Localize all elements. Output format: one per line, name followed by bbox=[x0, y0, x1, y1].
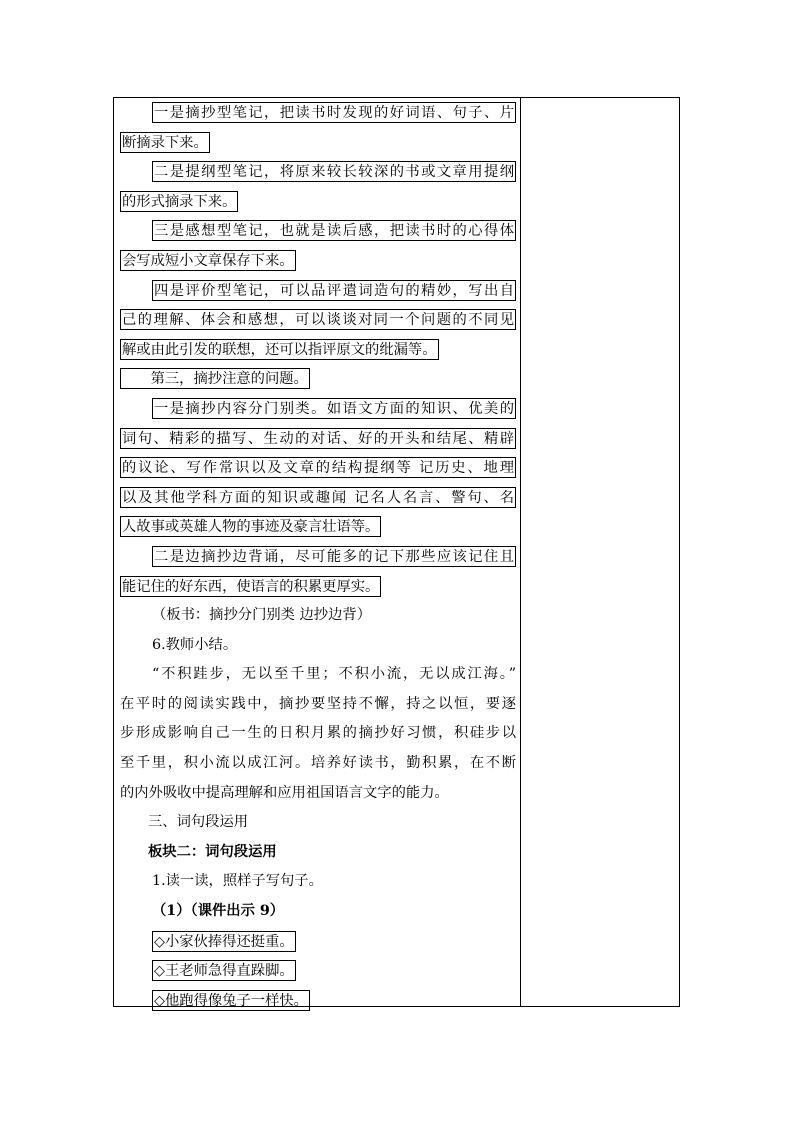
text-line bbox=[120, 512, 516, 542]
boxed-text: 四是评价型笔记，可以品评遣词造句的精妙，写出自 bbox=[152, 280, 516, 301]
boxed-text: 第三，摘抄注意的问题。 bbox=[120, 368, 310, 389]
boxed-text: 词句、精彩的描写、生动的对话、好的开头和结尾、精辟 bbox=[120, 428, 516, 449]
text-line bbox=[120, 246, 516, 276]
text-content: （1）（课件出示 9） bbox=[152, 903, 285, 920]
text-line bbox=[120, 364, 516, 394]
text-content: 至千里，积小流以成江河。培养好读书，勤积累，在不断 bbox=[120, 755, 516, 772]
text-line bbox=[120, 867, 516, 897]
text-line bbox=[120, 927, 516, 957]
text-line bbox=[120, 335, 516, 365]
text-line bbox=[120, 572, 516, 602]
text-content: 6.教师小结。 bbox=[152, 636, 238, 653]
lesson-table bbox=[113, 97, 680, 1007]
notes-column-cell bbox=[521, 98, 679, 1006]
text-line bbox=[120, 601, 516, 631]
boxed-text: 三是感想型笔记，也就是读后感，把读书时的心得体 bbox=[152, 220, 516, 241]
text-line bbox=[120, 128, 516, 158]
text-line bbox=[120, 216, 516, 246]
boxed-text: 己的理解、体会和感想，可以谈谈对同一个问题的不同见 bbox=[120, 309, 516, 330]
text-content: “不积跬步，无以至千里；不积小流，无以成江海。” bbox=[152, 666, 516, 683]
text-line bbox=[120, 98, 516, 128]
text-line bbox=[120, 394, 516, 424]
boxed-text: 的形式摘录下来。 bbox=[120, 191, 238, 212]
boxed-text: 一是摘抄型笔记，把读书时发现的好词语、句子、片 bbox=[152, 102, 516, 123]
boxed-text: 的议论、写作常识以及文章的结构提纲等 记历史、地理 bbox=[120, 457, 516, 478]
text-line bbox=[120, 453, 516, 483]
boxed-text: 断摘录下来。 bbox=[120, 132, 210, 153]
text-line bbox=[120, 305, 516, 335]
text-line bbox=[120, 808, 516, 838]
boxed-text: 会写成短小文章保存下来。 bbox=[120, 250, 296, 271]
text-content: （板书：摘抄分门别类 边抄边背） bbox=[152, 607, 371, 624]
text-line bbox=[120, 157, 516, 187]
text-line bbox=[120, 631, 516, 661]
text-line bbox=[120, 838, 516, 868]
boxed-text: 以及其他学科方面的知识或趣闻 记名人名言、警句、名 bbox=[120, 487, 516, 508]
boxed-text: 能记住的好东西，使语言的积累更厚实。 bbox=[120, 576, 381, 597]
text-content: 的内外吸收中提高理解和应用祖国语言文字的能力。 bbox=[120, 784, 449, 801]
text-line bbox=[120, 749, 516, 779]
text-content: 板块二：词句段运用 bbox=[148, 843, 277, 860]
boxed-text: 一是摘抄内容分门别类。如语文方面的知识、优美的 bbox=[152, 398, 516, 419]
text-line bbox=[120, 956, 516, 986]
boxed-text: ◇他跑得像兔子一样快。 bbox=[152, 990, 310, 1011]
boxed-text: ◇王老师急得直跺脚。 bbox=[152, 960, 296, 981]
boxed-text: 解或由此引发的联想，还可以指评原文的纰漏等。 bbox=[120, 339, 439, 360]
text-line bbox=[120, 276, 516, 306]
text-line bbox=[120, 424, 516, 454]
lesson-content-cell bbox=[120, 98, 516, 1015]
text-content: 步形成影响自己一生的日积月累的摘抄好习惯，积硅步以 bbox=[120, 725, 516, 742]
boxed-text: 二是提纲型笔记，将原来较长较深的书或文章用提纲 bbox=[152, 161, 516, 182]
text-line bbox=[120, 660, 516, 690]
text-line bbox=[120, 483, 516, 513]
boxed-text: 人故事或英雄人物的事迹及豪言壮语等。 bbox=[120, 516, 381, 537]
boxed-text: 二是边摘抄边背诵，尽可能多的记下那些应该记住且 bbox=[152, 546, 516, 567]
text-line bbox=[120, 897, 516, 927]
text-line bbox=[120, 719, 516, 749]
text-content: 三、词句段运用 bbox=[148, 814, 249, 831]
text-line bbox=[120, 542, 516, 572]
text-line bbox=[120, 779, 516, 809]
text-content: 1.读一读，照样子写句子。 bbox=[152, 873, 323, 890]
text-content: 在平时的阅读实践中，摘抄要坚持不懈，持之以恒，要逐 bbox=[120, 695, 516, 712]
text-line bbox=[120, 986, 516, 1016]
text-line bbox=[120, 187, 516, 217]
boxed-text: ◇小家伙捧得还挺重。 bbox=[152, 931, 296, 952]
text-line bbox=[120, 690, 516, 720]
